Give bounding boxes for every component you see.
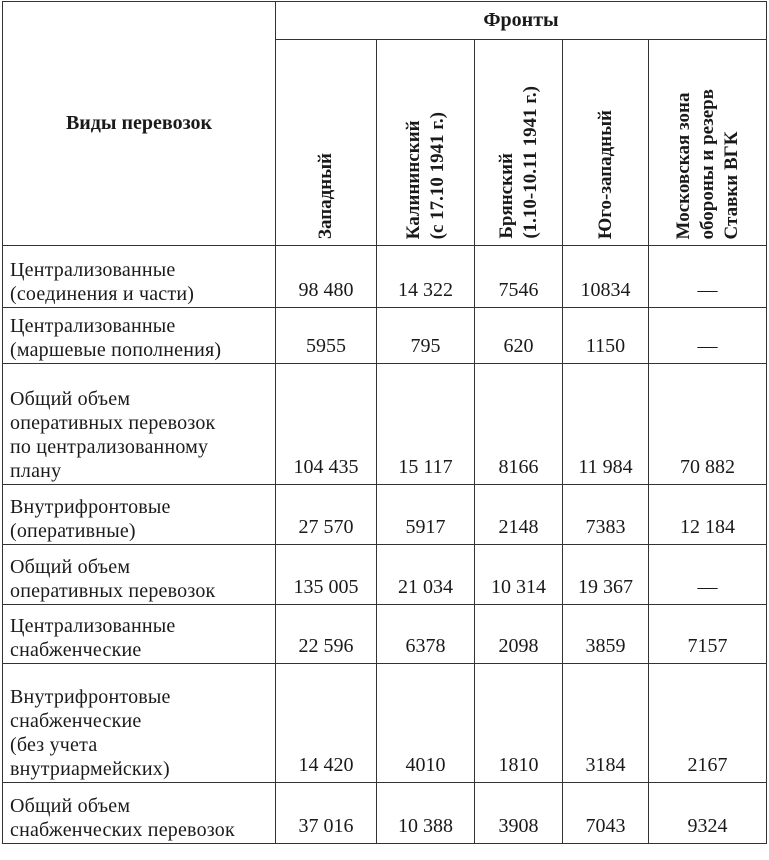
cell-value: 7043 [563, 783, 649, 844]
row-label: Централизованные снабженческие [3, 605, 276, 664]
row-label: Общий объем оперативных перевозок по централизованному плану [3, 364, 276, 485]
table-row [3, 783, 767, 844]
fronts-group-header: Фронты [276, 2, 767, 40]
cell-value: 1810 [475, 664, 563, 783]
cell-value: 5917 [377, 485, 475, 545]
cell-value: 15 117 [377, 364, 475, 485]
cell-value: 7546 [475, 246, 563, 308]
cell-value: 14 322 [377, 246, 475, 308]
front-header-southwest [563, 40, 649, 246]
row-label: Централизованные (маршевые пополнения) [3, 308, 276, 364]
front-header-text: Брянский (1.10-10.11 1941 г.) [495, 86, 541, 239]
table-row [3, 605, 767, 664]
cell-value: 14 420 [276, 664, 377, 783]
table-row [3, 308, 767, 364]
cell-value: 70 882 [649, 364, 767, 485]
table-row [3, 664, 767, 783]
cell-value: — [649, 246, 767, 308]
cell-value: 104 435 [276, 364, 377, 485]
row-label: Централизованные (соединения и части) [3, 246, 276, 308]
cell-value: 7383 [563, 485, 649, 545]
cell-value: — [649, 545, 767, 605]
cell-value: 8166 [475, 364, 563, 485]
cell-value: — [649, 308, 767, 364]
table-row [3, 485, 767, 545]
cell-value: 27 570 [276, 485, 377, 545]
cell-value: 10 314 [475, 545, 563, 605]
cell-value: 21 034 [377, 545, 475, 605]
table-row [3, 545, 767, 605]
cell-value: 2098 [475, 605, 563, 664]
cell-value: 2148 [475, 485, 563, 545]
front-header-text: Юго-западный [594, 109, 616, 239]
cell-value: 10 388 [377, 783, 475, 844]
cell-value: 3908 [475, 783, 563, 844]
table-row [3, 364, 767, 485]
front-header-text: Западный [315, 152, 336, 239]
cell-value: 6378 [377, 605, 475, 664]
cell-value: 12 184 [649, 485, 767, 545]
cell-value: 620 [475, 308, 563, 364]
cell-value: 1150 [563, 308, 649, 364]
front-header-text: Калининский (с 17.10 1941 г.) [402, 111, 448, 239]
row-label: Внутрифронтовые снабженческие (без учета внутриармейских) [3, 664, 276, 783]
front-header-moscow [649, 40, 767, 246]
cell-value: 37 016 [276, 783, 377, 844]
front-header-bryansk [475, 40, 563, 246]
cell-value: 9324 [649, 783, 767, 844]
cell-value: 4010 [377, 664, 475, 783]
transport-table [2, 1, 767, 844]
front-header-text: Московская зона обороны и резерв Ставки ВГК [672, 88, 742, 239]
cell-value: 3859 [563, 605, 649, 664]
cell-value: 5955 [276, 308, 377, 364]
front-header-kalinin [377, 40, 475, 246]
cell-value: 11 984 [563, 364, 649, 485]
cell-value: 2167 [649, 664, 767, 783]
row-label: Внутрифронтовые (оперативные) [3, 485, 276, 545]
row-header-label: Виды перевозок [3, 2, 276, 246]
cell-value: 22 596 [276, 605, 377, 664]
cell-value: 10834 [563, 246, 649, 308]
transport-table-container [2, 1, 766, 857]
cell-value: 19 367 [563, 545, 649, 605]
front-header-west [276, 40, 377, 246]
cell-value: 3184 [563, 664, 649, 783]
cell-value: 7157 [649, 605, 767, 664]
row-label: Общий объем оперативных перевозок [3, 545, 276, 605]
cell-value: 98 480 [276, 246, 377, 308]
row-label: Общий объем снабженческих перевозок [3, 783, 276, 844]
cell-value: 135 005 [276, 545, 377, 605]
table-row [3, 246, 767, 308]
cell-value: 795 [377, 308, 475, 364]
